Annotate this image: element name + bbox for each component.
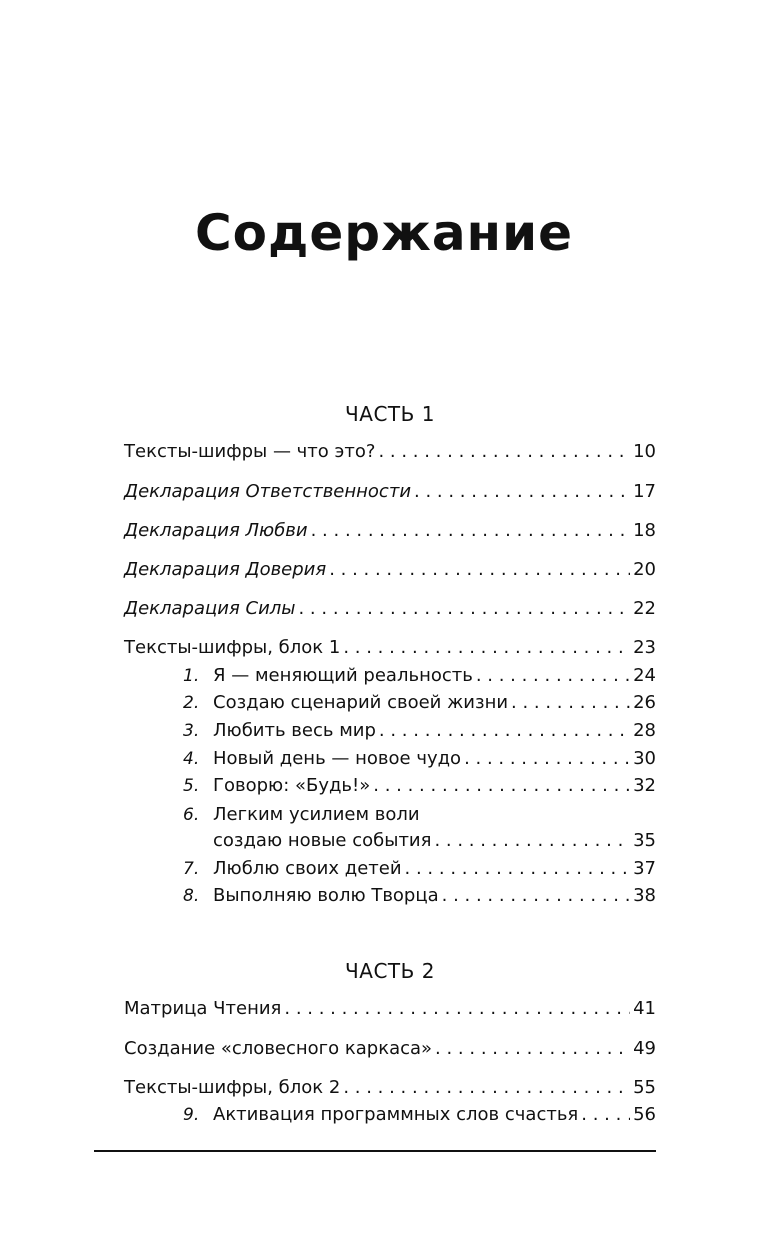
toc-subentry[interactable]: [183, 747, 656, 771]
entry-page: 37: [633, 858, 656, 879]
entry-page: 22: [633, 598, 656, 619]
toc-entry[interactable]: [124, 519, 656, 543]
entry-page: 28: [633, 720, 656, 741]
entry-page: 18: [633, 520, 656, 541]
subentry-number: 8.: [183, 886, 200, 906]
leader-dots: [379, 719, 630, 743]
entry-title: Говорю: «Будь!»: [213, 775, 371, 796]
entry-page: 20: [633, 559, 656, 580]
entry-title: Любить весь мир: [213, 720, 376, 741]
entry-title: Люблю своих детей: [213, 858, 402, 879]
entry-page: 49: [633, 1038, 656, 1059]
toc-subentry[interactable]: [183, 1103, 656, 1127]
toc-entry[interactable]: [124, 480, 656, 504]
leader-dots: [476, 664, 630, 688]
page-title: Содержание: [194, 204, 574, 262]
entry-title: Декларация Доверия: [124, 559, 327, 580]
leader-dots: [343, 1076, 630, 1100]
toc-subentry[interactable]: [183, 884, 656, 908]
toc-entry[interactable]: [124, 597, 656, 621]
leader-dots: [343, 636, 630, 660]
entry-title-line2: создаю новые события: [213, 830, 432, 851]
entry-title: Активация программных слов счастья: [213, 1104, 579, 1125]
leader-dots: [442, 884, 630, 908]
leader-dots: [414, 480, 630, 504]
entry-page: 23: [633, 637, 656, 658]
entry-page: 24: [633, 665, 656, 686]
entry-title: Создание «словесного каркаса»: [124, 1038, 433, 1059]
leader-dots: [581, 1103, 630, 1127]
entry-title: Тексты-шифры, блок 1: [124, 637, 341, 658]
leader-dots: [434, 829, 630, 853]
toc-subentry[interactable]: [183, 857, 656, 881]
entry-title: Я — меняющий реальность: [213, 665, 473, 686]
toc-subentry[interactable]: [183, 691, 656, 715]
entry-title: Создаю сценарий своей жизни: [213, 692, 509, 713]
toc-entry[interactable]: [124, 558, 656, 582]
entry-page: 32: [633, 775, 656, 796]
toc-subentry[interactable]: [183, 774, 656, 798]
subentry-number: 3.: [183, 721, 200, 741]
leader-dots: [298, 597, 630, 621]
entry-title-line1: Легким усилием воли: [213, 804, 420, 825]
entry-title: Декларация Ответственности: [124, 481, 412, 502]
subentry-number: 4.: [183, 749, 200, 769]
leader-dots: [373, 774, 630, 798]
part-1-heading: ЧАСТЬ 1: [345, 402, 435, 426]
entry-title: Декларация Любви: [124, 520, 308, 541]
entry-page: 10: [633, 441, 656, 462]
toc-entry[interactable]: [124, 997, 656, 1021]
subentry-number: 2.: [183, 693, 200, 713]
toc-entry[interactable]: [124, 440, 656, 464]
entry-title: Выполняю волю Творца: [213, 885, 439, 906]
subentry-number: 9.: [183, 1105, 200, 1125]
leader-dots: [511, 691, 630, 715]
leader-dots: [329, 558, 630, 582]
entry-page: 17: [633, 481, 656, 502]
toc-entry[interactable]: [124, 1076, 656, 1100]
bottom-rule: [94, 1150, 656, 1152]
entry-title: Декларация Силы: [124, 598, 296, 619]
leader-dots: [435, 1037, 630, 1061]
toc-subentry-line2[interactable]: [213, 829, 656, 853]
subentry-number: 5.: [183, 776, 200, 796]
entry-page: 55: [633, 1077, 656, 1098]
subentry-number: 1.: [183, 666, 200, 686]
entry-page: 41: [633, 998, 656, 1019]
entry-page: 35: [633, 830, 656, 851]
leader-dots: [378, 440, 630, 464]
entry-title: Тексты-шифры, блок 2: [124, 1077, 341, 1098]
entry-title: Новый день — новое чудо: [213, 748, 462, 769]
entry-page: 56: [633, 1104, 656, 1125]
toc-subentry[interactable]: [183, 719, 656, 743]
toc-entry[interactable]: [124, 1037, 656, 1061]
leader-dots: [311, 519, 630, 543]
entry-page: 26: [633, 692, 656, 713]
leader-dots: [405, 857, 631, 881]
leader-dots: [284, 997, 630, 1021]
toc-subentry-line1[interactable]: [183, 803, 656, 827]
entry-title: Тексты-шифры — что это?: [124, 441, 376, 462]
entry-title: Матрица Чтения: [124, 998, 282, 1019]
leader-dots: [464, 747, 630, 771]
subentry-number: 7.: [183, 859, 200, 879]
entry-page: 38: [633, 885, 656, 906]
toc-subentry[interactable]: [183, 664, 656, 688]
entry-page: 30: [633, 748, 656, 769]
toc-entry[interactable]: [124, 636, 656, 660]
subentry-number: 6.: [183, 805, 200, 825]
part-2-heading: ЧАСТЬ 2: [345, 959, 435, 983]
